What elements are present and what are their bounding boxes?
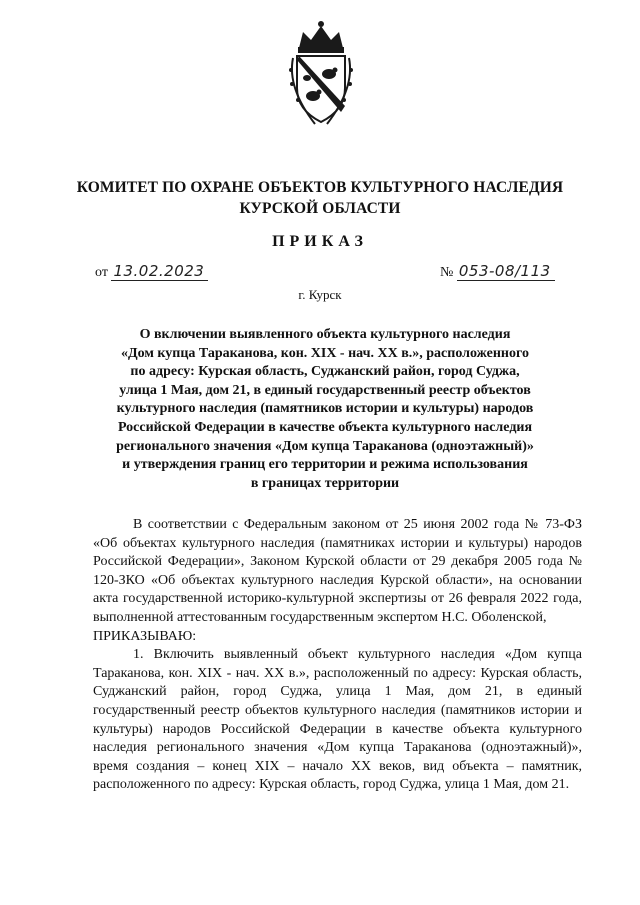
heading-line: по адресу: Курская область, Суджанский район, город Суджа,	[130, 364, 520, 380]
committee-line-1: КОМИТЕТ ПО ОХРАНЕ ОБЪЕКТОВ КУЛЬТУРНОГО НАСЛЕДИЯ	[76, 179, 564, 196]
preamble-paragraph: В соответствии с Федеральным законом от 25 июня 2002 года № 73-ФЗ «Об объектах культурного наследия (памятниках истории и культуры) народов Российской Федерации», Законом Курской области от 29 декабря 2005 года № 120-ЗКО «Об объектах культурного наследия Курской области», на основании акта государственной историко-культурной экспертизы от 26 февраля 2022 года, выполненной аттестованным государственным экспертом Н.С. Оболенской,	[93, 517, 582, 625]
heading-line: Российской Федерации в качестве объекта культурного наследия	[117, 419, 533, 435]
committee-line-2: КУРСКОЙ ОБЛАСТИ	[239, 200, 401, 217]
number-prefix: №	[440, 265, 454, 280]
heading-line: культурного наследия (памятников истории и культуры) народов	[116, 401, 534, 417]
heading-line: и утверждения границ его территории и режима использования	[122, 457, 528, 473]
clause-1-paragraph: 1. Включить выявленный объект культурного наследия «Дом купца Тараканова, кон. XIX - нач. XX в.», расположенный по адресу: Курская область, Суджанский район, город Суджа, улица 1 Мая, дом 21, в единый государственный реестр объектов культурного наследия (памятников истории и культуры) народов Российской Федерации в качестве объекта культурного наследия регионального значения «Дом купца Тараканова (одноэтажный)», время создания – конец XIX – начало XX веков, вид объекта – памятник, расположенного по адресу: Курская область, город Суджа, улица 1 Мая, дом 21.	[93, 647, 582, 793]
order-body	[93, 516, 582, 795]
heading-line: «Дом купца Тараканова, кон. XIX - нач. XX в.», расположенного	[121, 345, 529, 361]
date-value: 13.02.2023	[111, 262, 208, 281]
kursk-coat-of-arms-icon	[285, 18, 357, 128]
city-name: г. Курск	[298, 287, 342, 302]
order-word: ПРИКАЗЫВАЮ:	[93, 628, 197, 644]
date-prefix: от	[95, 265, 108, 280]
order-title: ПРИКАЗ	[272, 233, 368, 250]
number-value: 053-08/113	[457, 262, 555, 281]
order-heading	[90, 326, 560, 493]
heading-line: в границах территории	[250, 475, 400, 491]
committee-name	[40, 177, 600, 219]
order-date	[95, 262, 208, 281]
heading-line: О включении выявленного объекта культурного наследия	[139, 327, 511, 342]
heading-line: регионального значения «Дом купца Тараканова (одноэтажный)»	[116, 438, 534, 454]
heading-line: улица 1 Мая, дом 21, в единый государственный реестр объектов	[119, 382, 531, 398]
order-number	[440, 262, 555, 281]
